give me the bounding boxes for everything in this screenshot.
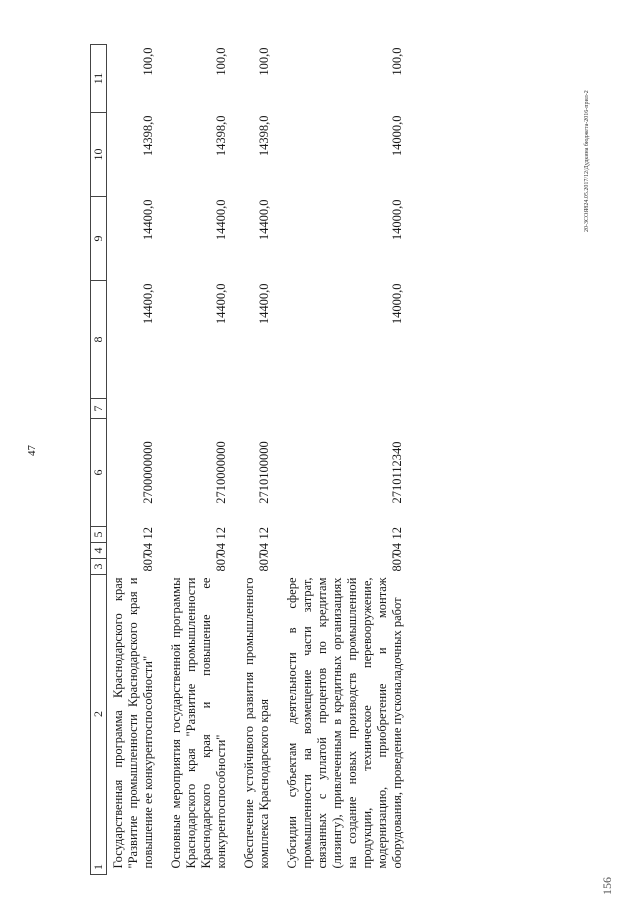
row-c7 [232,399,275,419]
header-cell-7: 7 [91,399,107,419]
row-name: Субсидии субъектам деятельности в сфере промышленности на возмещение части затрат, связанных с уплатой процентов по кредитам (лизингу), привлеченным в кредитных организациях на создание новых производств промышленной продукции, техническое перевооружение, модернизацию, приобретение и монтаж оборудования, проведение пусконаладочных работ [285,577,404,869]
row-c5: 12 [257,527,271,540]
row-c10: 14398,0 [257,115,271,157]
row-c10: 14398,0 [141,115,155,157]
row-c5: 12 [214,527,228,540]
budget-table-sheet [90,45,590,875]
row-c11: 100,0 [141,47,155,76]
row-c11: 100,0 [257,47,271,76]
row-name: Государственная программа Краснодарского края "Развитие промышленности Краснодарского края и повышение ее конкурентоспособности" [111,577,155,869]
header-cell-8: 8 [91,281,107,399]
row-c3: 807 [141,552,155,572]
row-c4: 04 [141,543,155,556]
row-c10: 14398,0 [214,115,228,157]
row-c9: 14000,0 [390,199,404,241]
row-c9: 14400,0 [214,199,228,241]
footer-path: 20-3COЯ824.05.2017/12/Дудкина бюджета-2016-прил-2 [584,90,590,232]
row-c9: 14400,0 [257,199,271,241]
row-name: Обеспечение устойчивого развития промышленного комплекса Краснодарского края [242,577,271,869]
row-c7 [275,399,408,419]
header-cell-11: 11 [91,45,107,113]
row-c8: 14400,0 [141,283,155,325]
corner-number: 156 [600,877,614,895]
row-c4: 04 [257,543,271,556]
header-cell-10: 10 [91,113,107,197]
row-c8: 14400,0 [257,283,271,325]
table-row [232,45,275,875]
header-2-label: 2 [91,711,105,717]
row-c6: 2710112340 [390,441,404,504]
row-c8: 14000,0 [390,283,404,325]
row-c7 [107,399,160,419]
row-c11: 100,0 [214,47,228,76]
header-cell-6: 6 [91,419,107,527]
header-row [91,45,107,875]
header-cell-3: 3 [91,559,107,575]
row-c3: 807 [257,552,271,572]
row-c11: 100,0 [390,47,404,76]
row-c6: 2710100000 [257,441,271,504]
table-row [275,45,408,875]
row-c9: 14400,0 [141,199,155,241]
row-c6: 2710000000 [214,441,228,504]
budget-table [90,44,408,875]
table-row [159,45,232,875]
header-cell-4: 4 [91,543,107,559]
row-c3: 807 [214,552,228,572]
header-cell-1 [91,575,107,875]
row-c7 [159,399,232,419]
row-c6: 2700000000 [141,441,155,504]
row-c3: 807 [390,552,404,572]
row-c8: 14400,0 [214,283,228,325]
row-c10: 14000,0 [390,115,404,157]
row-name: Основные мероприятия государственной программы Краснодарского края "Развитие промышленности Краснодарского края и повышение ее конкурентоспособности" [169,577,228,869]
page-number: 47 [26,445,38,456]
header-cell-9: 9 [91,197,107,281]
row-c4: 04 [390,543,404,556]
header-1-label: 1 [91,864,105,870]
row-c4: 04 [214,543,228,556]
header-cell-5: 5 [91,527,107,543]
table-row [107,45,160,875]
row-c5: 12 [141,527,155,540]
row-c5: 12 [390,527,404,540]
